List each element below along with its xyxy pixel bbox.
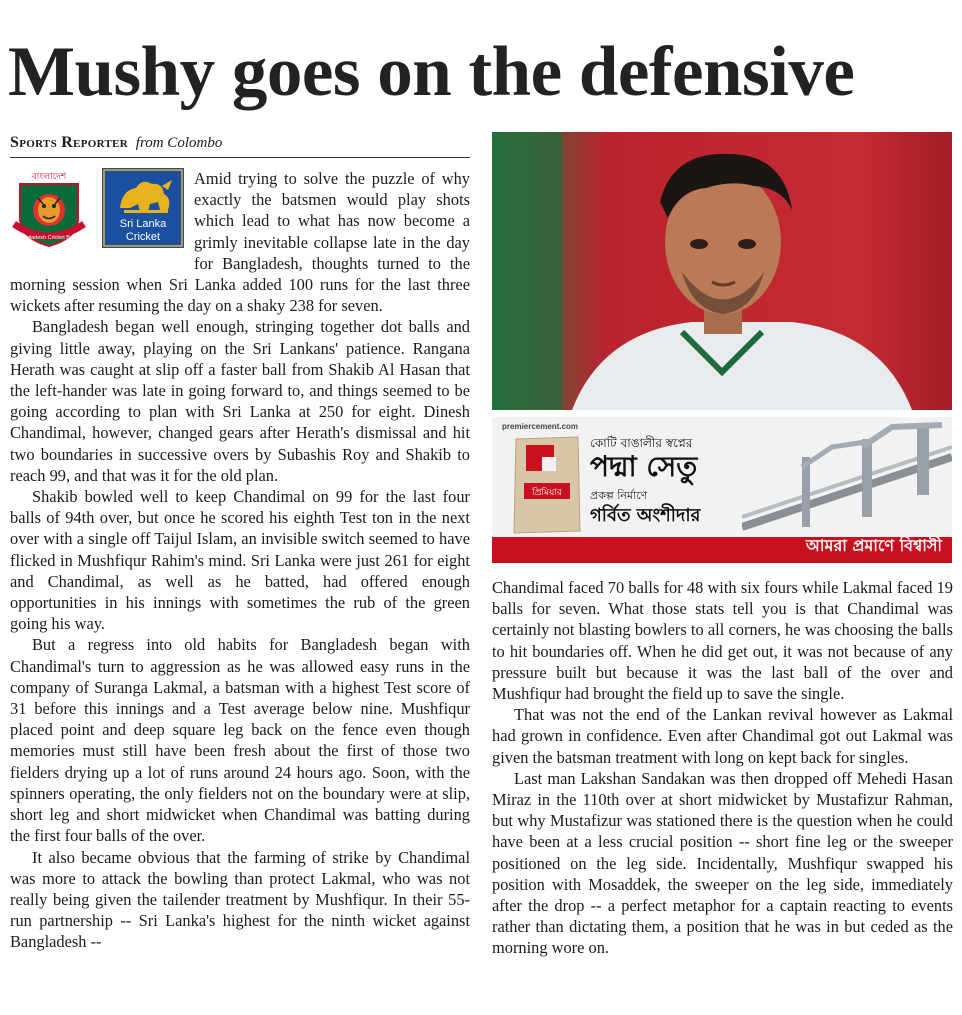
article-column-left: [10, 168, 470, 1013]
article-column-right: [492, 577, 953, 1013]
byline-reporter: Sports Reporter: [10, 134, 129, 151]
ad-banner: [492, 537, 952, 563]
advertisement[interactable]: [492, 417, 952, 563]
paragraph: But a regress into old habits for Bangladesh began with Chandimal's turn to aggression as he was allowed easy runs in the company of Suranga Lakmal, a batsman with a highest Test score of 31 before this innings and a Test average below nine. Mushfiqur placed point and deep square leg back on the fence even though memories must still have been fresh about the first of those two fielders drying up a lot of runs around 24 hours ago. Soon, with the spinners operating, the only fielders not on the boundary were at slip, short leg and short midwicket when Chandimal was batting during the first four balls of the over.: [10, 635, 470, 846]
svg-text:প্রিমিয়ার: প্রিমিয়ার: [532, 488, 562, 498]
svg-text:Sri Lanka: Sri Lanka: [119, 218, 167, 230]
ad-line-1: কোটি বাঙালীর স্বপ্নের: [590, 436, 693, 450]
ad-tagline: আমরা প্রমাণে বিশ্বাসী: [805, 536, 942, 555]
paragraph: Last man Lakshan Sandakan was then dropped off Mehedi Hasan Miraz in the 110th over at short midwicket by Mustafizur Rahman, but why Mustafizur was stationed there is the question when he could have been at a less crucial position -- short fine leg or the sweeper positioned on the leg side. Incidentally, Mushfiqur swapped his position with Mosaddek, the sweeper on the leg side, immediately after the drop -- a perfect metaphor for a captain reacting to events rather than dictating them, a position that he was in but ceded as the morning wore on.: [492, 768, 953, 958]
svg-text:বাংলাদেশ: বাংলাদেশ: [31, 172, 67, 182]
ad-line-4: গর্বিত অংশীদার: [590, 505, 701, 526]
byline: [10, 134, 470, 158]
paragraph: Amid trying to solve the puzzle of why exactly the batsmen would play shots which lead to what has now become a grimly inevitable collapse late in the day for Bangladesh, thoughts turned to the morning session when Sri Lanka added 100 runs for the last three wickets after resuming the day on a shaky 238 for seven.: [10, 169, 470, 316]
paragraph: Shakib bowled well to keep Chandimal on 99 for the last four balls of 94th over, but once he scored his eighth Test ton in the next over with a single off Taijul Islam, an invisible switch seemed to have flicked in Mushfiqur Rahim's mind. Sri Lanka were just 261 for eight and Chandimal, as well as he batted, had offered enough opportunities in his innings with sometimes the rub of the green going his way.: [10, 487, 470, 634]
paragraph: That was not the end of the Lankan revival however as Lakmal had grown in confidence. Even after Chandimal got out Lakmal was given the batsman treatment with long on kept back for singles.: [492, 705, 953, 767]
paragraph: Chandimal faced 70 balls for 48 with six fours while Lakmal faced 19 balls for seven. What those stats tell you is that Chandimal was certainly not blasting bowlers to all corners, he was choosing the balls to hit boundaries off. When he did get out, it was not because of any pressure built but because it was the last ball of the over and Mushfiqur had brought the field up to save the single.: [492, 578, 953, 704]
ad-line-3: প্রকল্প নির্মাণে: [590, 489, 648, 502]
paragraph: It also became obvious that the farming of strike by Chandimal was more to attack the bowling than protect Lakmal, who was not really being given the tailender treatment by Mushfiqur. In their 55-run partnership -- Sri Lanka's highest for the ninth wicket against Bangladesh --: [10, 847, 470, 952]
player-photo: [492, 132, 952, 410]
paragraph: Bangladesh began well enough, stringing together dot balls and giving little away, playing on the Sri Lankans' patience. Rangana Herath was caught at slip off a faster ball from Shakib Al Hasan that the left-hander was late in going forward to, and things seemed to be going according to plan with Sri Lanka at 250 for eight. Dinesh Chandimal, however, changed gears after Herath's dismissal and hit two boundaries in successive overs by Subashis Roy and Shakib to reach 99, and that was it for the old plan.: [10, 317, 470, 485]
byline-location: from Colombo: [135, 135, 223, 151]
cement-bag-image: [510, 433, 584, 537]
headline: Mushy goes on the defensive: [8, 33, 855, 111]
ad-website: premiercement.com: [502, 422, 579, 431]
svg-text:Bangladesh Cricket Board: Bangladesh Cricket Board: [17, 235, 81, 241]
svg-text:Cricket: Cricket: [125, 231, 161, 243]
ad-line-2: পদ্মা সেতু: [590, 450, 698, 483]
bridge-illustration: [742, 417, 952, 537]
